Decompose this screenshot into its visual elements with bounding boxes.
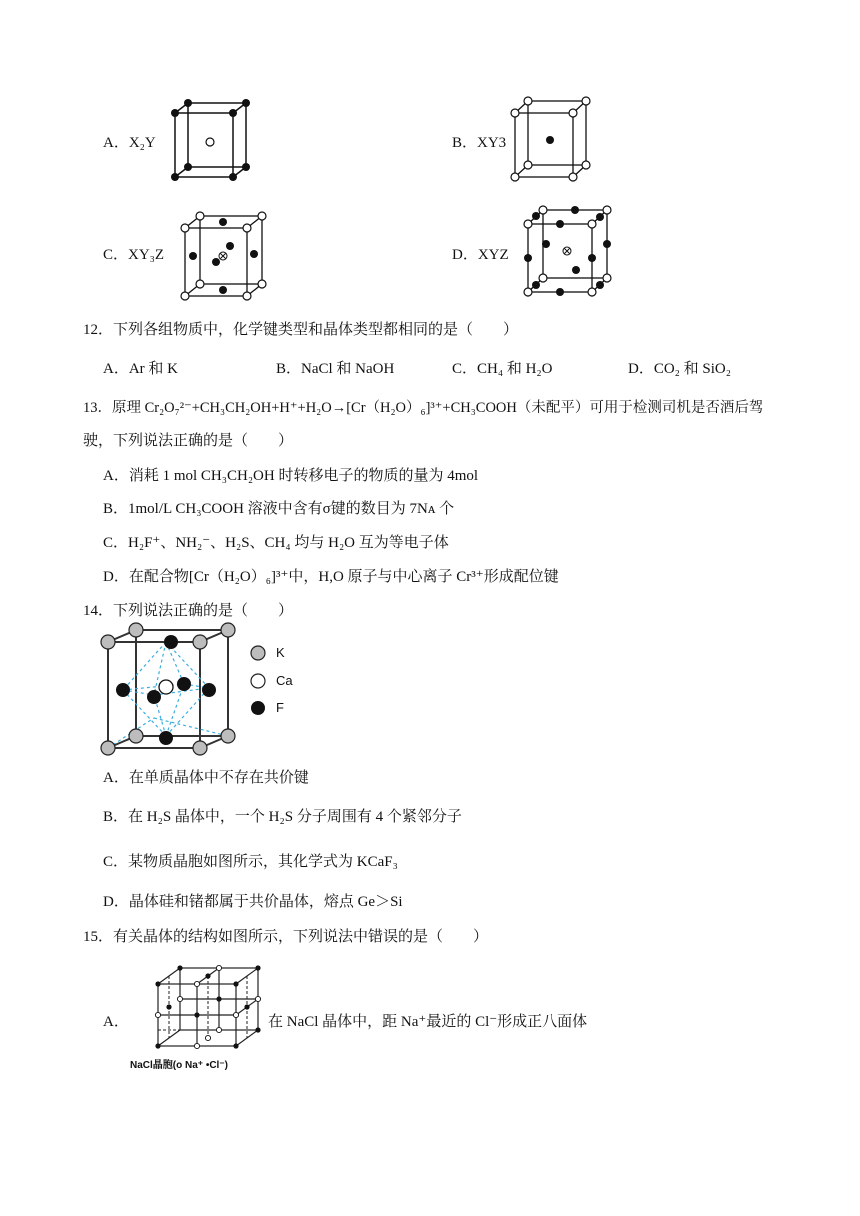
legend-markers bbox=[250, 645, 266, 715]
q15-stem: 15．有关晶体的结构如图所示，下列说法中错误的是（ ） bbox=[83, 929, 489, 945]
q13-stem-line1: 13．原理 Cr₂O₇²⁻+CH₃CH₂OH+H⁺+H₂O→[Cr（H₂O）₆]³⁺+CH₃COOH（未配平）可用于检测司机是否酒后驾 bbox=[83, 400, 764, 416]
q14-option-a: A．在单质晶体中不存在共价键 bbox=[103, 770, 309, 786]
q15-nacl-figure bbox=[150, 960, 270, 1052]
q15-figure-caption: NaCl晶胞(o Na⁺ •Cl⁻) bbox=[130, 1060, 228, 1071]
q14-stem: 14．下列说法正确的是（ ） bbox=[83, 603, 294, 619]
q13-option-c: C．H₂F⁺、NH₂⁻、H₂S、CH₄ 均与 H₂O 互为等电子体 bbox=[103, 535, 449, 551]
q14-option-d: D．晶体硅和锗都属于共价晶体，熔点 Ge＞Si bbox=[103, 894, 403, 910]
q14-crystal-figure bbox=[98, 620, 248, 760]
q13-stem-line2: 驶，下列说法正确的是（ ） bbox=[83, 433, 294, 449]
q11-option-b: B．XY3 bbox=[452, 135, 507, 151]
q11-option-d: D．XYZ bbox=[452, 247, 509, 263]
q15-option-a-text: 在 NaCl 晶体中，距 Na⁺最近的 Cl⁻形成正八面体 bbox=[268, 1014, 588, 1030]
q13-option-b: B．1mol/L CH₃COOH 溶液中含有σ键的数目为 7Nᴀ 个 bbox=[103, 501, 455, 517]
q11-option-a: A．X₂Y bbox=[103, 135, 156, 151]
q12-option-c: C．CH₄ 和 H₂O bbox=[452, 361, 553, 377]
q13-option-a: A．消耗 1 mol CH₃CH₂OH 时转移电子的物质的量为 4mol bbox=[103, 468, 479, 484]
q11-figure-c bbox=[178, 210, 273, 305]
q14-option-c: C．某物质晶胞如图所示，其化学式为 KCaF₃ bbox=[103, 854, 398, 870]
q11-figure-b bbox=[508, 96, 598, 186]
q12-option-d: D．CO₂ 和 SiO₂ bbox=[628, 361, 731, 377]
q12-option-b: B．NaCl 和 NaOH bbox=[276, 361, 395, 377]
q11-option-c: C．XY₃Z bbox=[103, 247, 165, 263]
q11-figure-d bbox=[522, 204, 617, 299]
q12-option-a: A．Ar 和 K bbox=[103, 361, 178, 377]
q11-figure-a bbox=[168, 98, 258, 188]
q13-option-d: D．在配合物[Cr（H₂O）₆]³⁺中，H,O 原子与中心离子 Cr³⁺形成配位键 bbox=[103, 569, 559, 585]
legend-f-label: F bbox=[276, 700, 284, 715]
q15-option-a-letter: A． bbox=[103, 1014, 129, 1030]
legend-k-label: K bbox=[276, 645, 285, 660]
q12-stem: 12．下列各组物质中，化学键类型和晶体类型都相同的是（ ） bbox=[83, 322, 519, 338]
legend-ca-label: Ca bbox=[276, 673, 293, 688]
q14-option-b: B．在 H₂S 晶体中，一个 H₂S 分子周围有 4 个紧邻分子 bbox=[103, 809, 462, 825]
